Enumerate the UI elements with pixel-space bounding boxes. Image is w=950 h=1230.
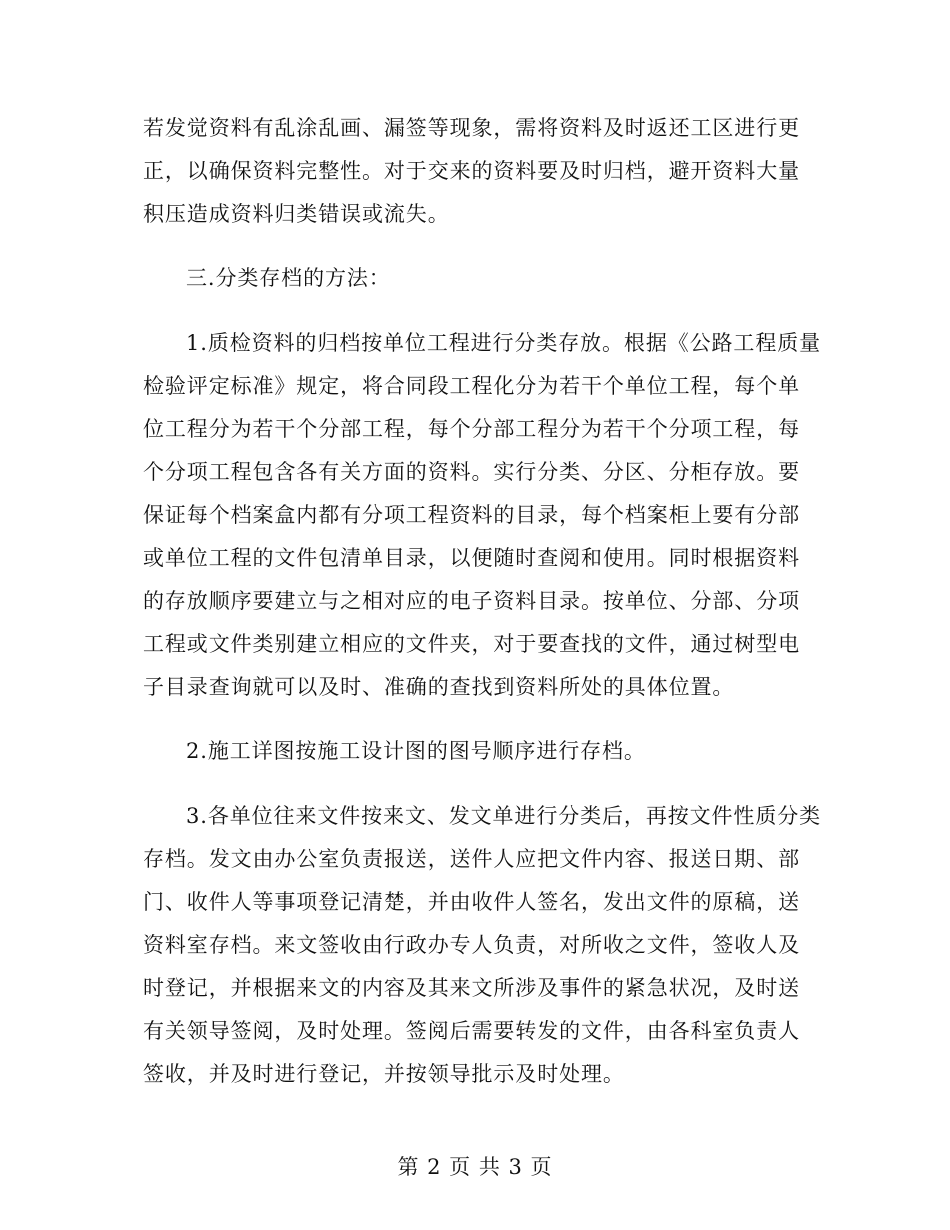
- text-line: 子目录查询就可以及时、准确的查找到资料所处的具体位置。: [143, 675, 735, 699]
- text-line: 的存放顺序要建立与之相对应的电子资料目录。按单位、分部、分项: [143, 589, 800, 613]
- text-line: 签收，并及时进行登记，并按领导批示及时处理。: [143, 1062, 625, 1086]
- text-line: 个分项工程包含各有关方面的资料。实行分类、分区、分柜存放。要: [143, 460, 800, 484]
- text-line: 积压造成资料归类错误或流失。: [143, 202, 450, 226]
- text-line: 位工程分为若干个分部工程，每个分部工程分为若干个分项工程，每: [143, 417, 800, 441]
- text-line: 2.施工详图按施工设计图的图号顺序进行存档。: [186, 739, 646, 763]
- text-line: 时登记，并根据来文的内容及其来文所涉及事件的紧急状况，及时送: [143, 976, 800, 1000]
- text-line: 门、收件人等事项登记清楚，并由收件人签名，发出文件的原稿，送: [143, 890, 800, 914]
- text-line: 或单位工程的文件包清单目录，以便随时查阅和使用。同时根据资料: [143, 546, 800, 570]
- text-line: 正，以确保资料完整性。对于交来的资料要及时归档，避开资料大量: [143, 159, 800, 183]
- text-line: 有关领导签阅，及时处理。签阅后需要转发的文件，由各科室负责人: [143, 1019, 800, 1043]
- text-line: 检验评定标准》规定，将合同段工程化分为若干个单位工程，每个单: [143, 374, 800, 398]
- section-heading: 三.分类存档的方法：: [186, 266, 391, 290]
- text-line: 资料室存档。来文签收由行政办专人负责，对所收之文件，签收人及: [143, 933, 800, 957]
- text-line: 若发觉资料有乱涂乱画、漏签等现象，需将资料及时返还工区进行更: [143, 116, 800, 140]
- text-line: 存档。发文由办公室负责报送，送件人应把文件内容、报送日期、部: [143, 847, 800, 871]
- page-number: 第 2 页 共 3 页: [397, 1155, 553, 1179]
- text-line: 保证每个档案盒内都有分项工程资料的目录，每个档案柜上要有分部: [143, 503, 800, 527]
- text-line: 工程或文件类别建立相应的文件夹，对于要查找的文件，通过树型电: [143, 632, 800, 656]
- text-line: 1.质检资料的归档按单位工程进行分类存放。根据《公路工程质量: [186, 331, 822, 355]
- text-line: 3.各单位往来文件按来文、发文单进行分类后，再按文件性质分类: [186, 804, 822, 828]
